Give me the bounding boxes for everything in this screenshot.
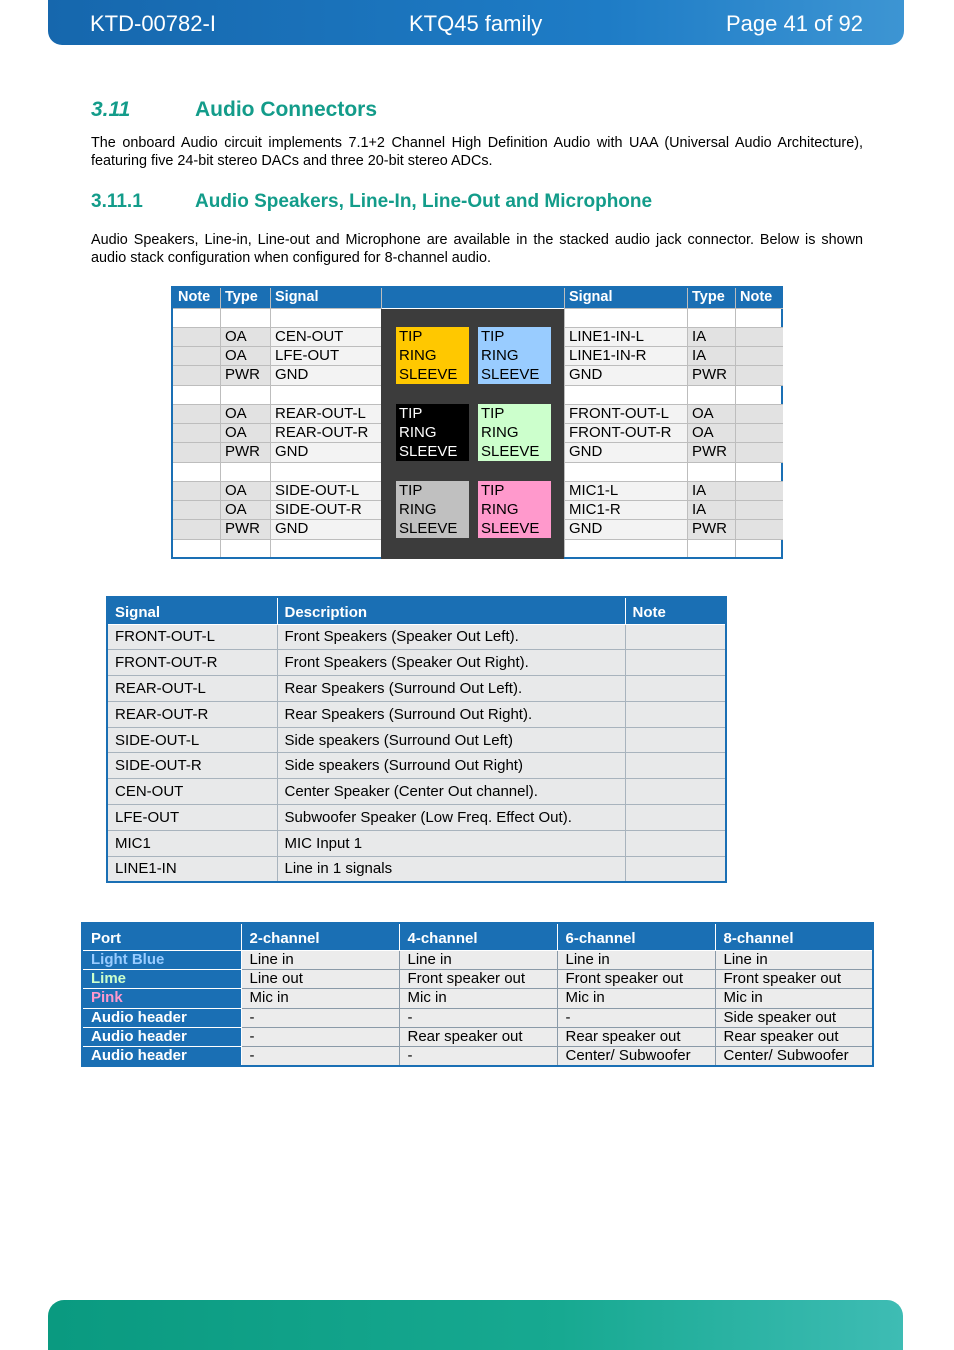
cell-2-channel: - — [241, 1047, 399, 1067]
page-header — [48, 0, 904, 45]
signal-cell: FRONT-OUT-R — [564, 423, 687, 442]
note-cell — [173, 500, 220, 519]
signal-cell: MIC1-R — [564, 500, 687, 519]
column-header-note-right: Note — [735, 288, 783, 308]
jack-contact-ring: RING — [481, 347, 519, 364]
cell-signal: REAR-OUT-L — [107, 676, 277, 702]
grid-line — [173, 346, 381, 347]
cell-port: Audio header — [82, 1028, 241, 1047]
type-cell: PWR — [687, 519, 735, 538]
grid-line — [564, 462, 783, 463]
signal-cell: SIDE-OUT-R — [270, 500, 381, 519]
cell-description: MIC Input 1 — [277, 830, 625, 856]
cell-signal: SIDE-OUT-L — [107, 727, 277, 753]
jack-front — [478, 404, 551, 461]
table-row — [107, 676, 726, 702]
cell-signal: FRONT-OUT-L — [107, 624, 277, 650]
cell-4-channel: Line in — [399, 950, 557, 969]
note-cell — [173, 481, 220, 500]
cell-note — [625, 676, 726, 702]
cell-port: Pink — [82, 989, 241, 1008]
grid-line — [564, 308, 783, 309]
column-header-description: Description — [277, 597, 625, 624]
signal-description-table — [106, 596, 727, 883]
grid-line — [564, 423, 783, 424]
cell-note — [625, 650, 726, 676]
jack-cen-lfe — [396, 327, 469, 384]
note-cell — [735, 423, 783, 442]
signal-cell: GND — [564, 519, 687, 538]
type-cell: IA — [687, 327, 735, 346]
jack-contact-ring: RING — [399, 347, 437, 364]
table-row — [82, 1008, 873, 1027]
grid-line — [173, 519, 381, 520]
signal-cell: CEN-OUT — [270, 327, 381, 346]
jack-contact-sleeve: SLEEVE — [481, 366, 540, 383]
cell-description: Subwoofer Speaker (Low Freq. Effect Out). — [277, 805, 625, 831]
cell-port: Lime — [82, 969, 241, 988]
note-cell — [173, 404, 220, 423]
column-header-port: Port — [82, 923, 241, 950]
cell-signal: SIDE-OUT-R — [107, 753, 277, 779]
jack-contact-ring: RING — [481, 424, 519, 441]
column-header-note: Note — [625, 597, 726, 624]
grid-line — [173, 442, 381, 443]
cell-6-channel: Mic in — [557, 989, 715, 1008]
audio-stack-table — [171, 286, 783, 559]
note-cell — [173, 327, 220, 346]
jack-contact-tip: TIP — [399, 328, 423, 345]
grid-line — [173, 404, 381, 405]
cell-8-channel: Rear speaker out — [715, 1028, 873, 1047]
type-cell: OA — [220, 404, 270, 423]
cell-8-channel: Mic in — [715, 989, 873, 1008]
cell-note — [625, 805, 726, 831]
note-cell — [735, 365, 783, 384]
type-cell: PWR — [220, 519, 270, 538]
table-row — [107, 624, 726, 650]
cell-signal: LFE-OUT — [107, 805, 277, 831]
grid-line — [173, 539, 381, 540]
note-cell — [173, 346, 220, 365]
product-family: KTQ45 family — [409, 11, 543, 36]
cell-description: Front Speakers (Speaker Out Right). — [277, 650, 625, 676]
table-header-row — [82, 923, 873, 950]
jack-side — [396, 481, 469, 538]
cell-8-channel: Side speaker out — [715, 1008, 873, 1027]
column-header-2-channel: 2-channel — [241, 923, 399, 950]
cell-port: Light Blue — [82, 950, 241, 969]
table-row — [82, 950, 873, 969]
type-cell: PWR — [220, 442, 270, 461]
table-row — [107, 650, 726, 676]
cell-description: Center Speaker (Center Out channel). — [277, 779, 625, 805]
cell-4-channel: Rear speaker out — [399, 1028, 557, 1047]
grid-line — [173, 308, 381, 309]
section-heading — [91, 98, 377, 122]
cell-note — [625, 830, 726, 856]
jack-contact-ring: RING — [399, 424, 437, 441]
jack-contact-tip: TIP — [399, 482, 423, 499]
document-id: KTD-00782-I — [90, 11, 216, 36]
jack-contact-tip: TIP — [399, 405, 423, 422]
jack-contact-tip: TIP — [481, 328, 505, 345]
cell-description: Rear Speakers (Surround Out Right). — [277, 701, 625, 727]
signal-cell: REAR-OUT-L — [270, 404, 381, 423]
cell-note — [625, 856, 726, 882]
type-cell: OA — [220, 423, 270, 442]
note-cell — [173, 365, 220, 384]
grid-line — [564, 365, 783, 366]
table-row — [82, 969, 873, 988]
audio-jack-stack — [381, 309, 564, 559]
jack-contact-tip: TIP — [481, 405, 505, 422]
jack-contact-sleeve: SLEEVE — [399, 366, 458, 383]
cell-signal: CEN-OUT — [107, 779, 277, 805]
column-header-signal-left: Signal — [270, 288, 381, 308]
cell-signal: REAR-OUT-R — [107, 701, 277, 727]
page-number: Page 41 of 92 — [725, 11, 863, 36]
grid-line — [564, 481, 783, 482]
cell-4-channel: - — [399, 1008, 557, 1027]
grid-line — [173, 423, 381, 424]
table-row — [107, 701, 726, 727]
cell-note — [625, 779, 726, 805]
note-cell — [173, 442, 220, 461]
grid-line — [564, 442, 783, 443]
grid-line — [173, 385, 381, 386]
subsection-title: Audio Speakers, Line-In, Line-Out and Microphone — [195, 191, 653, 212]
grid-line — [564, 385, 783, 386]
note-cell — [735, 519, 783, 538]
grid-line — [564, 327, 783, 328]
note-cell — [735, 442, 783, 461]
cell-6-channel: Rear speaker out — [557, 1028, 715, 1047]
cell-8-channel: Line in — [715, 950, 873, 969]
subsection-number: 3.11.1 — [91, 191, 143, 212]
cell-2-channel: - — [241, 1008, 399, 1027]
column-header-8-channel: 8-channel — [715, 923, 873, 950]
cell-note — [625, 727, 726, 753]
signal-cell: FRONT-OUT-L — [564, 404, 687, 423]
jack-contact-sleeve: SLEEVE — [399, 520, 458, 537]
cell-note — [625, 624, 726, 650]
cell-2-channel: Mic in — [241, 989, 399, 1008]
cell-6-channel: Line in — [557, 950, 715, 969]
signal-cell: GND — [270, 519, 381, 538]
column-header-type-right: Type — [687, 288, 735, 308]
type-cell: PWR — [220, 365, 270, 384]
cell-4-channel: - — [399, 1047, 557, 1067]
column-header-4-channel: 4-channel — [399, 923, 557, 950]
jack-contact-sleeve: SLEEVE — [481, 520, 540, 537]
column-header-type-left: Type — [220, 288, 270, 308]
grid-line — [564, 346, 783, 347]
note-cell — [735, 500, 783, 519]
table-row — [107, 753, 726, 779]
cell-description: Rear Speakers (Surround Out Left). — [277, 676, 625, 702]
cell-4-channel: Mic in — [399, 989, 557, 1008]
note-cell — [735, 404, 783, 423]
cell-description: Side speakers (Surround Out Left) — [277, 727, 625, 753]
note-cell — [735, 481, 783, 500]
note-cell — [173, 423, 220, 442]
jack-contact-tip: TIP — [481, 482, 505, 499]
type-cell: IA — [687, 346, 735, 365]
cell-description: Line in 1 signals — [277, 856, 625, 882]
type-cell: OA — [220, 481, 270, 500]
type-cell: OA — [687, 423, 735, 442]
cell-note — [625, 701, 726, 727]
grid-line — [564, 519, 783, 520]
type-cell: PWR — [687, 365, 735, 384]
signal-cell: GND — [270, 365, 381, 384]
cell-description: Side speakers (Surround Out Right) — [277, 753, 625, 779]
column-header-signal: Signal — [107, 597, 277, 624]
grid-line — [564, 500, 783, 501]
jack-contact-sleeve: SLEEVE — [481, 443, 540, 460]
grid-line — [173, 365, 381, 366]
type-cell: OA — [687, 404, 735, 423]
cell-signal: MIC1 — [107, 830, 277, 856]
signal-cell: LINE1-IN-R — [564, 346, 687, 365]
page-footer — [48, 1300, 903, 1350]
port-channel-table — [81, 922, 874, 1067]
grid-line — [173, 481, 381, 482]
cell-signal: FRONT-OUT-R — [107, 650, 277, 676]
section-title: Audio Connectors — [195, 98, 377, 121]
signal-cell: GND — [564, 365, 687, 384]
table-row — [107, 727, 726, 753]
type-cell: IA — [687, 500, 735, 519]
type-cell: OA — [220, 327, 270, 346]
signal-cell: LFE-OUT — [270, 346, 381, 365]
signal-cell: GND — [564, 442, 687, 461]
type-cell: PWR — [687, 442, 735, 461]
grid-line — [564, 404, 783, 405]
cell-6-channel: Front speaker out — [557, 969, 715, 988]
table-row — [107, 779, 726, 805]
cell-2-channel: - — [241, 1028, 399, 1047]
table-row — [107, 805, 726, 831]
subsection-heading — [91, 191, 652, 213]
column-header-jack — [381, 288, 564, 308]
subsection-body: Audio Speakers, Line-in, Line-out and Microphone are available in the stacked audio jack connector. Below is shown audio stack configuration when configured for 8-channel audio. — [91, 232, 863, 266]
jack-rear — [396, 404, 469, 461]
column-header-6-channel: 6-channel — [557, 923, 715, 950]
jack-contact-sleeve: SLEEVE — [399, 443, 458, 460]
column-header-signal-right: Signal — [564, 288, 687, 308]
signal-cell: LINE1-IN-L — [564, 327, 687, 346]
cell-signal: LINE1-IN — [107, 856, 277, 882]
jack-line-in — [478, 327, 551, 384]
signal-cell: REAR-OUT-R — [270, 423, 381, 442]
table-row — [82, 989, 873, 1008]
type-cell: OA — [220, 346, 270, 365]
table-header-row — [107, 597, 726, 624]
table-row — [107, 830, 726, 856]
cell-description: Front Speakers (Speaker Out Left). — [277, 624, 625, 650]
cell-6-channel: Center/ Subwoofer — [557, 1047, 715, 1067]
note-cell — [173, 519, 220, 538]
grid-line — [564, 539, 783, 540]
jack-mic — [478, 481, 551, 538]
table-row — [82, 1028, 873, 1047]
signal-cell: GND — [270, 442, 381, 461]
table-row — [82, 1047, 873, 1067]
column-header-note-left: Note — [173, 288, 220, 308]
cell-6-channel: - — [557, 1008, 715, 1027]
signal-cell: SIDE-OUT-L — [270, 481, 381, 500]
cell-8-channel: Center/ Subwoofer — [715, 1047, 873, 1067]
cell-4-channel: Front speaker out — [399, 969, 557, 988]
note-cell — [735, 346, 783, 365]
table-row — [107, 856, 726, 882]
jack-contact-ring: RING — [399, 501, 437, 518]
note-cell — [735, 327, 783, 346]
jack-contact-ring: RING — [481, 501, 519, 518]
signal-cell: MIC1-L — [564, 481, 687, 500]
grid-line — [173, 462, 381, 463]
type-cell: IA — [687, 481, 735, 500]
cell-2-channel: Line out — [241, 969, 399, 988]
section-body: The onboard Audio circuit implements 7.1+2 Channel High Definition Audio with UAA (Universal Audio Architecture), featuring five 24-bit stereo DACs and three 20-bit stereo ADCs. — [91, 135, 863, 169]
cell-8-channel: Front speaker out — [715, 969, 873, 988]
cell-2-channel: Line in — [241, 950, 399, 969]
type-cell: OA — [220, 500, 270, 519]
cell-port: Audio header — [82, 1008, 241, 1027]
grid-line — [173, 327, 381, 328]
cell-note — [625, 753, 726, 779]
section-number: 3.11 — [91, 98, 131, 121]
grid-line — [173, 500, 381, 501]
cell-port: Audio header — [82, 1047, 241, 1067]
